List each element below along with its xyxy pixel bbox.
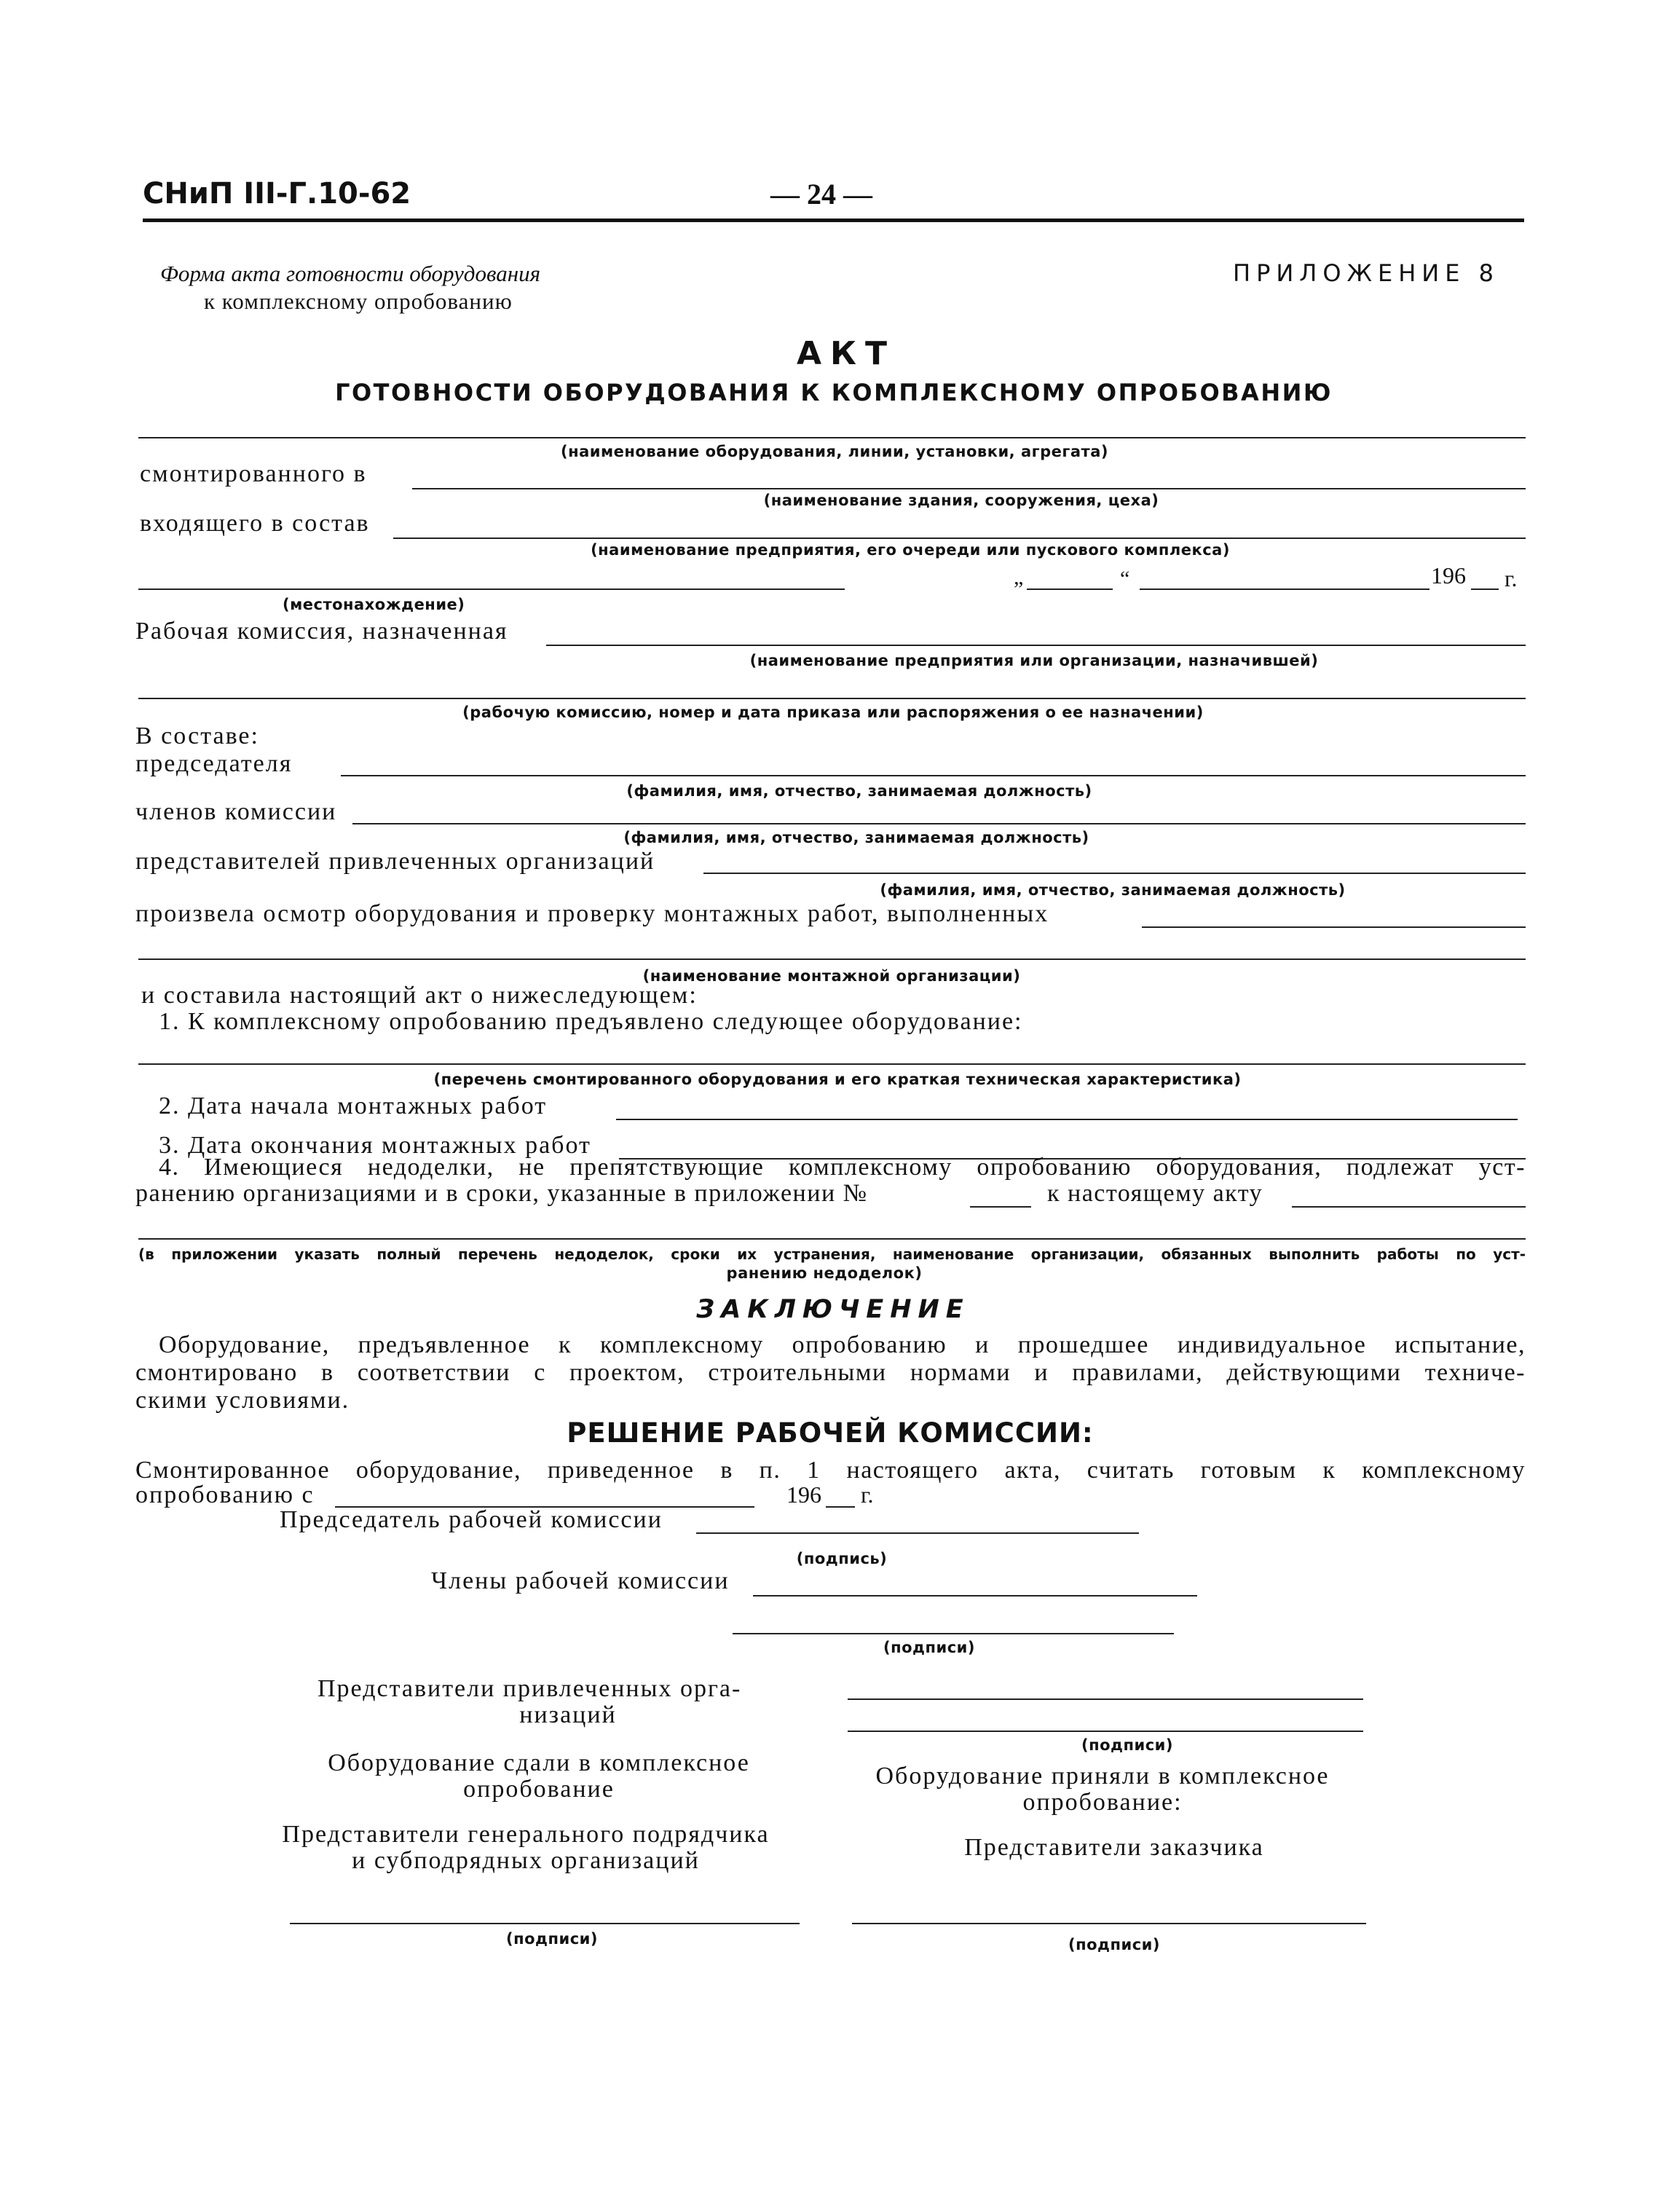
year-suffix: г. xyxy=(1504,565,1518,591)
equipment-line[interactable] xyxy=(138,437,1526,438)
conclusion-line3: скими условиями. xyxy=(135,1387,350,1414)
members-signature-line-2[interactable] xyxy=(733,1633,1174,1634)
members-sign-label: Члены рабочей комиссии xyxy=(431,1567,730,1594)
label-compiled: и составила настоящий акт о нижеследующем: xyxy=(141,982,698,1009)
label-representatives: представителей привлеченных организаций xyxy=(135,848,655,875)
label-chairman: председателя xyxy=(135,750,293,777)
readiness-year-line[interactable] xyxy=(826,1506,855,1508)
item-4-line2a: ранению организациями и в сроки, указанные в приложении № xyxy=(135,1180,868,1207)
form-title-line2: к комплексному опробованию xyxy=(204,288,513,314)
year-prefix: 196 xyxy=(1431,562,1466,588)
equipment-list-line[interactable] xyxy=(138,1063,1526,1065)
appointing-org-line[interactable] xyxy=(546,645,1526,646)
label-inspected: произвела осмотр оборудования и проверку монтажных работ, выполненных xyxy=(135,900,1049,927)
caption-defects-line2: ранению недоделок) xyxy=(726,1264,923,1282)
act-ref-line[interactable] xyxy=(1292,1206,1526,1208)
caption-appointing-org: (наименование предприятия или организации, назначившей) xyxy=(749,652,1319,669)
enterprise-line[interactable] xyxy=(393,538,1526,539)
customer-label: Представители заказчика xyxy=(964,1834,1264,1861)
caption-signatures-2: (подписи) xyxy=(1081,1736,1173,1754)
accepted-line1: Оборудование приняли в комплексное xyxy=(875,1763,1330,1790)
customer-signature-line[interactable] xyxy=(852,1923,1366,1924)
representatives-line[interactable] xyxy=(703,873,1526,874)
chair-sign-label: Председатель рабочей комиссии xyxy=(280,1506,663,1533)
readiness-year-suffix: г. xyxy=(861,1481,874,1508)
conclusion-line2: смонтировано в соответствии с проектом, строительными нормами и правилами, действующими техниче- xyxy=(135,1359,1526,1386)
start-date-line[interactable] xyxy=(616,1119,1518,1120)
caption-equipment: (наименование оборудования, линии, установки, агрегата) xyxy=(561,443,1108,460)
label-part-of: входящего в состав xyxy=(140,510,370,537)
label-commission-appointed: Рабочая комиссия, назначенная xyxy=(135,618,508,645)
location-line[interactable] xyxy=(138,588,845,590)
handed-line2: опробование xyxy=(463,1776,615,1803)
caption-installer: (наименование монтажной организации) xyxy=(642,967,1021,985)
decision-title: РЕШЕНИЕ РАБОЧЕЙ КОМИССИИ: xyxy=(567,1417,1094,1449)
date-close-quote: “ xyxy=(1120,567,1130,591)
date-month-line[interactable] xyxy=(1140,588,1429,590)
conclusion-line1: Оборудование, предъявленное к комплексному опробованию и прошедшее индивидуальное испытание, xyxy=(159,1331,1526,1358)
caption-order: (рабочую комиссию, номер и дата приказа или распоряжения о ее назначении) xyxy=(462,704,1204,721)
reps-signature-line-2[interactable] xyxy=(848,1731,1363,1732)
readiness-year-prefix: 196 xyxy=(786,1481,821,1508)
act-title: АКТ xyxy=(796,335,896,372)
building-line[interactable] xyxy=(412,488,1526,489)
reps-line2: низаций xyxy=(519,1701,617,1728)
item-3: 3. Дата окончания монтажных работ xyxy=(159,1132,591,1159)
defects-line[interactable] xyxy=(138,1238,1526,1240)
reps-line1: Представители привлеченных орга- xyxy=(318,1675,742,1702)
installer-line-2[interactable] xyxy=(138,958,1526,960)
caption-signature: (подпись) xyxy=(796,1550,888,1567)
decision-line2-prefix: опробованию с xyxy=(135,1481,315,1508)
item-2: 2. Дата начала монтажных работ xyxy=(159,1092,548,1119)
installer-line-1[interactable] xyxy=(1142,926,1526,928)
caption-signatures-4: (подписи) xyxy=(1068,1936,1160,1953)
date-open-quote: „ xyxy=(1014,565,1024,589)
appendix-number-line[interactable] xyxy=(970,1206,1031,1208)
label-members: членов комиссии xyxy=(135,798,337,825)
caption-building: (наименование здания, сооружения, цеха) xyxy=(763,492,1159,509)
appendix-label: ПРИЛОЖЕНИЕ 8 xyxy=(1233,259,1499,287)
caption-person2: (фамилия, имя, отчество, занимаемая должность) xyxy=(623,829,1089,846)
chair-signature-line[interactable] xyxy=(696,1532,1139,1534)
year-digit-line[interactable] xyxy=(1471,588,1499,590)
chairman-line[interactable] xyxy=(341,775,1526,776)
item-4-line1: 4. Имеющиеся недоделки, не препятствующие комплексному опробованию оборудования, подлежат уст- xyxy=(159,1154,1526,1181)
caption-person3: (фамилия, имя, отчество, занимаемая должность) xyxy=(880,881,1346,899)
document-code: СНиП III-Г.10-62 xyxy=(143,177,411,210)
item-4-line2b: к настоящему акту xyxy=(1047,1180,1263,1207)
form-title-line1: Форма акта готовности оборудования xyxy=(160,261,540,286)
members-signature-line-1[interactable] xyxy=(753,1595,1197,1597)
reps-signature-line-1[interactable] xyxy=(848,1698,1363,1700)
item-1: 1. К комплексному опробованию предъявлено следующее оборудование: xyxy=(159,1008,1023,1035)
caption-location: (местонахождение) xyxy=(283,596,465,613)
page-number: — 24 — xyxy=(770,178,872,210)
label-composition: В составе: xyxy=(135,723,259,749)
caption-list: (перечень смонтированного оборудования и его краткая техническая характеристика) xyxy=(433,1071,1242,1088)
caption-signatures-1: (подписи) xyxy=(883,1639,975,1656)
contractors-line1: Представители генерального подрядчика xyxy=(282,1821,770,1848)
members-line[interactable] xyxy=(352,823,1526,824)
header-rule xyxy=(143,219,1524,222)
contractors-line2: и субподрядных организаций xyxy=(352,1847,700,1874)
act-subtitle: ГОТОВНОСТИ ОБОРУДОВАНИЯ К КОМПЛЕКСНОМУ ОПРОБОВАНИЮ xyxy=(335,379,1333,406)
accepted-line2: опробование: xyxy=(1022,1789,1183,1816)
contractors-signature-line[interactable] xyxy=(290,1923,800,1924)
date-day-line[interactable] xyxy=(1027,588,1113,590)
caption-signatures-3: (подписи) xyxy=(506,1930,598,1948)
conclusion-title: ЗАКЛЮЧЕНИЕ xyxy=(696,1295,970,1324)
label-mounted-in: смонтированного в xyxy=(140,460,367,487)
caption-person1: (фамилия, имя, отчество, занимаемая должность) xyxy=(626,782,1092,800)
decision-line1: Смонтированное оборудование, приведенное в п. 1 настоящего акта, считать готовым к комплексному xyxy=(135,1457,1526,1484)
order-line[interactable] xyxy=(138,698,1526,699)
handed-line1: Оборудование сдали в комплексное xyxy=(328,1749,750,1776)
caption-enterprise: (наименование предприятия, его очереди или пускового комплекса) xyxy=(591,541,1230,559)
caption-defects-line1: (в приложении указать полный перечень недоделок, сроки их устранения, наименование организации, обязанных выполнить работы по уст- xyxy=(138,1245,1526,1263)
